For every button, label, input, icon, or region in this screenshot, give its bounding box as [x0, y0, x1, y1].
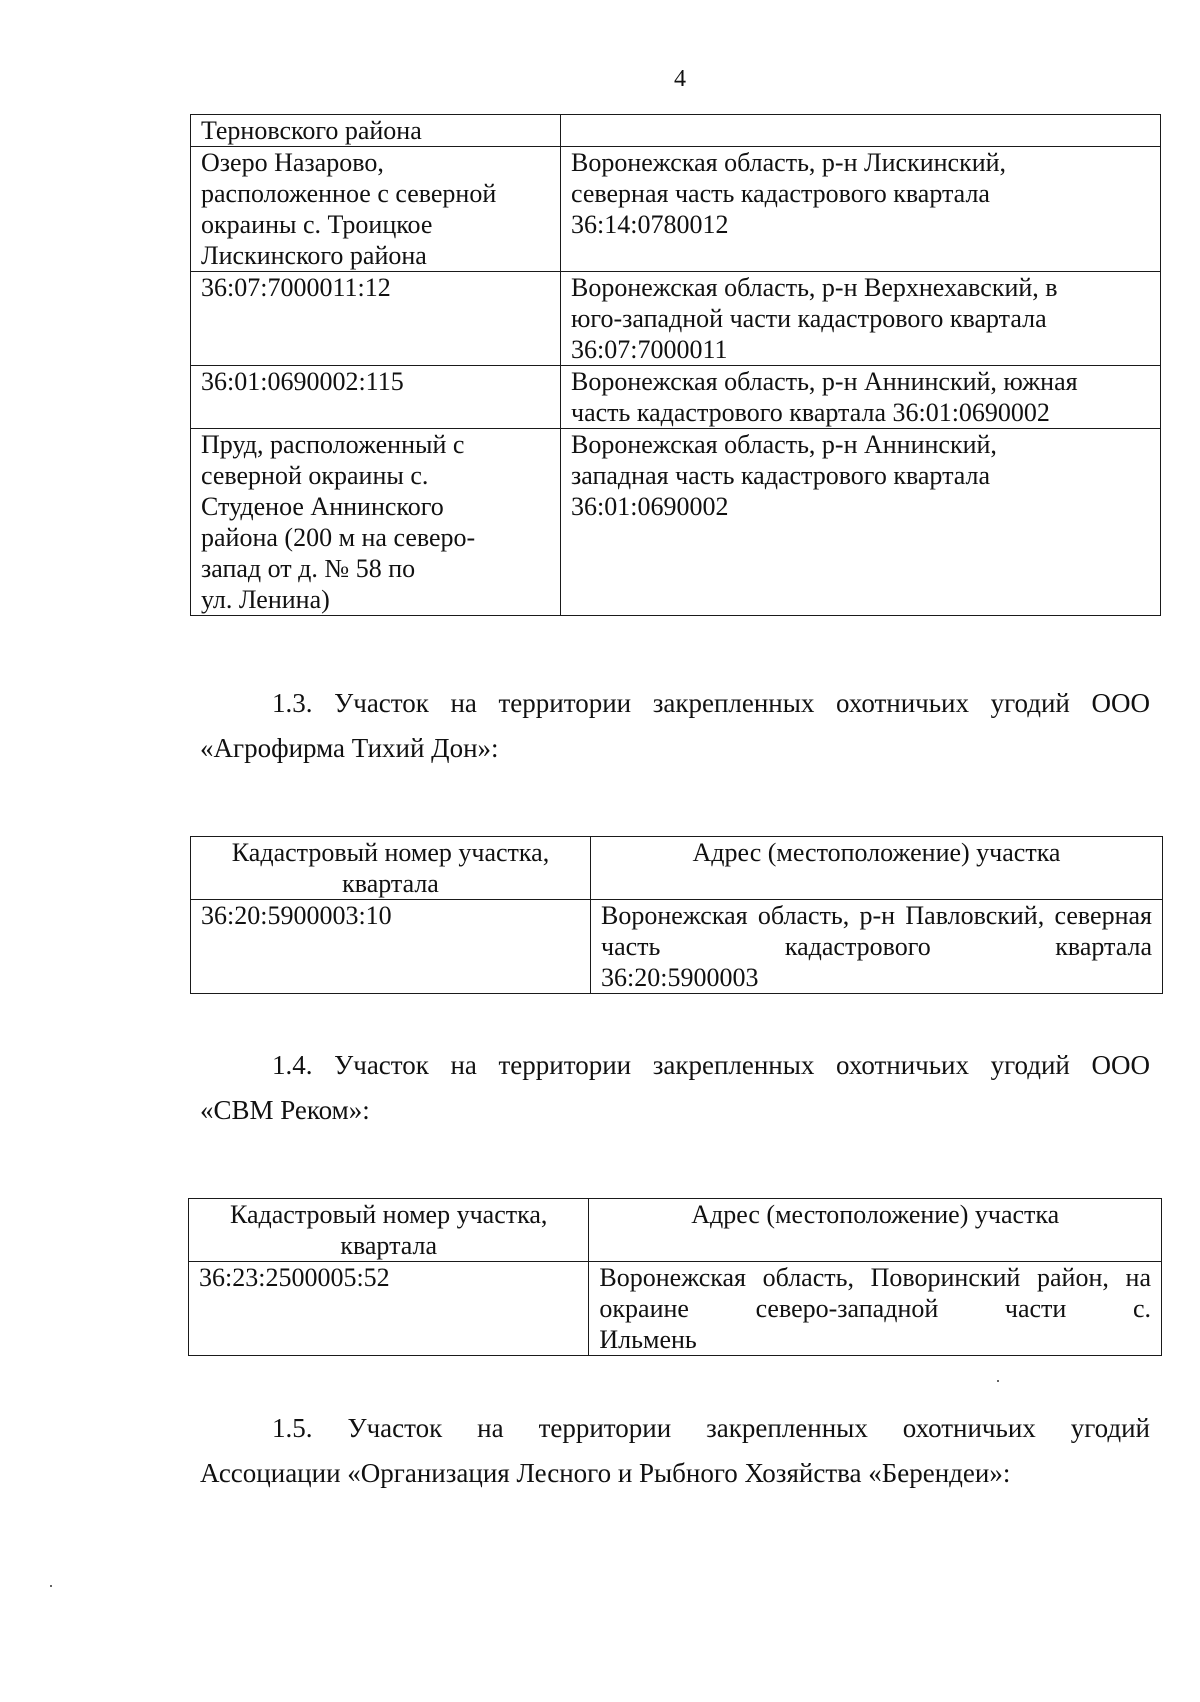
cadastral-cell: Терновского района [191, 115, 561, 147]
address-cell [589, 1262, 1162, 1356]
table-row [189, 1262, 1162, 1356]
address-cell: Воронежская область, р-н Аннинский, южная часть кадастрового квартала 36:01:0690002 [561, 366, 1161, 429]
address-line: Воронежская область, р-н Павловский, [601, 901, 1045, 930]
header-cadastral: Кадастровый номер участка, квартала [191, 837, 591, 900]
table-row [191, 900, 1163, 994]
cadastral-cell: Озеро Назарово, расположенное с северной окраины с. Троицкое Лискинского района [191, 147, 561, 272]
section-1-5-paragraph [200, 1406, 1150, 1496]
scan-speck [50, 1585, 52, 1587]
address-cell: Воронежская область, р-н Верхнехавский, в юго-западной части кадастрового квартала 36:07:7000011 [561, 272, 1161, 366]
cadastral-cell: 36:20:5900003:10 [191, 900, 591, 994]
table-row [191, 147, 1161, 272]
address-cell [561, 115, 1161, 147]
address-line: северная часть кадастрового квартала [601, 901, 1153, 961]
cadastral-cell: 36:07:7000011:12 [191, 272, 561, 366]
table-row [191, 429, 1161, 616]
table-row [191, 115, 1161, 147]
section-1-4-table [188, 1198, 1162, 1356]
section-1-4-paragraph [200, 1043, 1150, 1133]
section-1-4-line1: 1.4. Участок на территории закрепленных охотничьих угодий ООО [272, 1050, 1150, 1080]
address-cell: Воронежская область, р-н Лискинский, северная часть кадастрового квартала 36:14:0780012 [561, 147, 1161, 272]
section-1-3-table [190, 836, 1163, 994]
section-1-4-line2: «СВМ Реком»: [200, 1095, 370, 1125]
address-line: 36:20:5900003 [601, 963, 759, 992]
section-1-5-line2: Ассоциации «Организация Лесного и Рыбного Хозяйства «Берендеи»: [200, 1458, 1011, 1488]
address-line: Ильмень [599, 1325, 697, 1354]
continued-table [190, 114, 1161, 616]
page-number: 4 [674, 66, 686, 92]
section-1-3-line2: «Агрофирма Тихий Дон»: [200, 733, 499, 763]
cadastral-cell: 36:01:0690002:115 [191, 366, 561, 429]
address-line: Воронежская область, Поворинский район, [599, 1263, 1109, 1292]
section-1-5-line1: 1.5. Участок на территории закрепленных охотничьих угодий [272, 1413, 1150, 1443]
header-address: Адрес (местоположение) участка [591, 837, 1163, 900]
address-cell: Воронежская область, р-н Аннинский, западная часть кадастрового квартала 36:01:0690002 [561, 429, 1161, 616]
header-cadastral: Кадастровый номер участка, квартала [189, 1199, 589, 1262]
cadastral-cell: Пруд, расположенный с северной окраины с. Студеное Аннинского района (200 м на северо- запад от д. № 58 по ул. Ленина) [191, 429, 561, 616]
table-row [191, 272, 1161, 366]
table-header-row [189, 1199, 1162, 1262]
header-address: Адрес (местоположение) участка [589, 1199, 1162, 1262]
table-header-row [191, 837, 1163, 900]
section-1-3-line1: 1.3. Участок на территории закрепленных охотничьих угодий ООО [272, 688, 1150, 718]
address-cell [591, 900, 1163, 994]
table-row [191, 366, 1161, 429]
scan-speck [997, 1380, 999, 1382]
cadastral-cell: 36:23:2500005:52 [189, 1262, 589, 1356]
address-line: на окраине северо-западной части с. [599, 1263, 1151, 1323]
section-1-3-paragraph [200, 681, 1150, 771]
